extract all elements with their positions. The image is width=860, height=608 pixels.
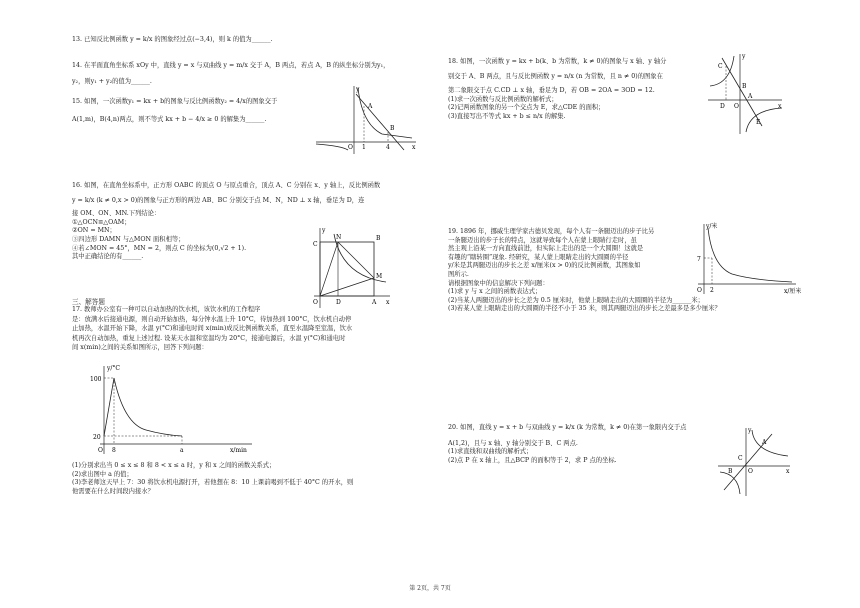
q16-line-8: 其中正确结论的有______. — [72, 253, 144, 261]
question-13 — [72, 36, 273, 45]
fig18-label-C: C — [718, 63, 723, 70]
fig18-hyperbola-right — [746, 108, 782, 132]
fig16-label-y: y — [322, 227, 326, 234]
q18-line-5: (2)记两函数图象的另一个交点为 E，求△CDE 的面积； — [448, 104, 605, 112]
question-17 — [72, 306, 352, 353]
q16-line-7: ④若∠MON = 45°，MN = 2，则点 C 的坐标为(0,√2 + 1). — [72, 244, 247, 252]
fig20-label-x: x — [786, 468, 790, 475]
fig17-label-8: 8 — [112, 447, 116, 454]
fig20-hyperbola-right — [752, 430, 788, 456]
fig15-label-O: O — [348, 144, 353, 151]
q17-line-1: 17. 教师办公室有一种可以自动加热的饮水机，该饮水机的工作程序 — [72, 306, 261, 313]
figure-16 — [306, 226, 392, 310]
q19-line-3: 然主观上沿某一方向直线前进，但实际上走出的是一个大圆圈！这就是 — [448, 245, 644, 253]
fig18-line — [722, 58, 762, 126]
fig16-label-x: x — [386, 299, 390, 306]
fig15-line — [356, 94, 404, 150]
fig16-label-N: N — [336, 234, 342, 241]
question-19 — [448, 228, 721, 314]
q19-line-6: 图所示. — [448, 270, 469, 278]
fig18-label-y: y — [742, 53, 746, 60]
q16-line-5: ②ON = MN； — [72, 227, 116, 235]
q18-line-2: 别交于 A、B 两点，且与反比例函数 y = n/x (n 为常数，且 n ≠ 0)的图象在 — [448, 72, 663, 80]
q20-line-3: (1)求直线和双曲线的解析式； — [448, 448, 533, 456]
q18-line-6: (3)直接写出不等式 kx + b ≤ n/x 的解集. — [448, 112, 566, 120]
fig20-label-C: C — [738, 455, 743, 462]
q17-part-3: (3)李老师这天早上 7：30 将饮水机电源打开，若他想在 8：10 上课前喝到不低于 40°C 的开水，则 — [72, 479, 354, 487]
q15-line-1: 15. 如图，一次函数y₁ = kx + b的图象与反比例函数y₂ = 4/x的图象交于 — [72, 98, 278, 105]
fig16-ON — [320, 242, 338, 296]
q13-line: 13. 已知反比例函数 y = k/x 的图象经过点(−3,4)，则 k 的值为______. — [72, 36, 273, 43]
question-17-parts — [72, 462, 353, 496]
page-footer: 第 2页，共 7页 — [409, 585, 451, 592]
q19-line-5: y/米是其两腿迈出的步长之差 x/厘米(x > 0)的反比例函数，其图象如 — [448, 262, 641, 270]
fig15-label-x: x — [412, 144, 416, 151]
q19-line-9: (2)当某人两腿迈出的步长之差为 0.5 厘米时，他蒙上眼睛走出的大圆圈的半径为______米； — [448, 296, 704, 304]
q16-line-1: 16. 如图，在直角坐标系中，正方形 OABC 的顶点 O 与原点重合，顶点 A、C 分别在 x、y 轴上，反比例函数 — [72, 182, 381, 189]
fig15-label-B: B — [390, 125, 395, 132]
question-14 — [72, 62, 389, 86]
q17-line-5: 间 x(min)之间的关系如图所示，回答下列问题： — [72, 344, 208, 352]
question-15 — [72, 98, 277, 124]
fig19-curve — [708, 228, 792, 282]
fig17-cooling-curve — [114, 378, 182, 436]
fig17-label-x: x/min — [230, 447, 247, 454]
q14-line-1: 14. 在平面直角坐标系 xOy 中，直线 y = x 与双曲线 y = m/x 交于 A，B 两点，若点 A，B 的纵坐标分别为y₁， — [72, 62, 390, 69]
q19-line-1: 19. 1896 年，挪威生理学家古德贝发现，每个人有一条腿迈出的步子比另 — [448, 228, 655, 235]
q20-line-4: (2)点 P 在 x 轴上，且△BCP 的面积等于 2，求 P 点的坐标. — [448, 456, 617, 464]
fig20-label-A: A — [762, 439, 767, 446]
q17-line-4: 机再次自动加热，重复上述过程. 设某天水温和室温均为 20°C，接通电源后，水温 y(°C)和通电时 — [72, 334, 346, 342]
fig20-label-B: B — [728, 468, 733, 475]
q17-part-1: (1)分别求出当 0 ≤ x ≤ 8 和 8 < x ≤ a 时，y 和 x 之间的函数关系式； — [72, 462, 276, 469]
q20-line-2: A(1,2)，且与 x 轴、y 轴分别交于 B、C 两点. — [448, 439, 578, 447]
fig16-square — [320, 242, 374, 296]
fig18-label-B: B — [742, 83, 747, 90]
fig18-label-D: D — [720, 103, 725, 110]
figure-17 — [86, 364, 256, 460]
q16-line-6: ③四边形 DAMN 与△MON 面积相等； — [72, 235, 185, 243]
figure-20 — [716, 426, 792, 498]
q19-line-2: 一条腿迈出的步子长的特点，这就导致每个人在蒙上眼睛行走时，虽 — [448, 236, 637, 244]
fig15-label-A: A — [368, 103, 373, 110]
fig18-label-x: x — [778, 103, 782, 110]
q16-line-4: ①△OCN≌△OAM； — [72, 218, 131, 226]
fig17-heating-line — [104, 378, 114, 436]
q19-line-10: (3)若某人蒙上眼睛走出的大圆圈的半径不小于 35 米，则其两腿迈出的步长之差最多是多少厘米？ — [448, 305, 721, 313]
q19-line-7: 请根据图象中的信息解决下列问题： — [448, 279, 549, 287]
fig18-label-E: E — [756, 119, 761, 126]
fig16-MN — [338, 242, 374, 278]
fig16-label-B: B — [376, 235, 381, 242]
fig19-label-2: 2 — [710, 287, 714, 294]
fig18-label-O: O — [734, 103, 739, 110]
q15-line-2: A(1,m)，B(4,n)两点，则不等式 kx + b − 4/x ≥ 0 的解集为______. — [72, 115, 267, 123]
fig20-label-O: O — [748, 468, 753, 475]
question-20 — [448, 424, 686, 465]
q18-line-4: (1)求一次函数与反比例函数的解析式； — [448, 95, 558, 103]
fig19-label-y: y/米 — [706, 223, 718, 230]
fig15-hyperbola-left — [316, 144, 348, 150]
question-18 — [448, 58, 666, 122]
figure-15 — [312, 84, 420, 156]
fig16-label-A: A — [372, 299, 377, 306]
fig16-label-D: D — [336, 299, 341, 306]
q19-line-4: 有趣的“瞎转圈”现象. 经研究，某人蒙上眼睛走出的大圆圈的半径 — [448, 253, 629, 261]
section-heading: 三、解答题 — [72, 298, 105, 306]
fig15-label-y: y — [356, 86, 360, 93]
fig17-label-a: a — [180, 447, 184, 454]
fig20-label-y: y — [748, 427, 752, 434]
fig18-label-A: A — [748, 93, 753, 100]
q16-line-3: 接 OM、ON、MN.下列结论： — [72, 210, 161, 218]
fig17-label-O: O — [98, 447, 103, 454]
fig18-hyperbola-left — [710, 56, 734, 86]
fig15-label-4: 4 — [386, 144, 390, 151]
q17-line-2: 是：放满水后接通电源，则自动开始加热，每分钟水温上升 10°C，待加热到 100°C，饮水机自动停 — [72, 315, 352, 323]
fig15-hyperbola-right — [358, 88, 412, 138]
q20-line-1: 20. 如图，直线 y = x + b 与双曲线 y = k/x (k 为常数，k ≠ 0)在第一象限内交于点 — [448, 424, 687, 431]
figure-19 — [692, 222, 812, 298]
figure-18 — [706, 52, 784, 136]
fig19-label-O: O — [697, 287, 702, 294]
fig17-label-20: 20 — [93, 434, 101, 441]
q17-line-3: 止加热，水温开始下降，水温 y(°C)和通电时间 x(min)成反比例函数关系，直至水温降至室温，饮水 — [72, 325, 353, 333]
fig17-label-y: y/°C — [107, 365, 121, 372]
fig19-label-7: 7 — [697, 256, 701, 263]
q18-line-1: 18. 如图，一次函数 y = kx + b(k、b 为常数，k ≠ 0)的图象与 x 轴、y 轴分 — [448, 58, 667, 65]
fig16-label-M: M — [376, 273, 383, 280]
q17-part-4: 他需要在什么时间段内接水？ — [72, 487, 154, 495]
q18-line-3: 第二象限交于点 C.CD ⊥ x 轴，垂足为 D，若 OB = 2OA = 3OD = 12. — [448, 87, 655, 95]
fig16-label-O: O — [313, 299, 318, 306]
fig17-label-100: 100 — [90, 376, 102, 383]
q17-part-2: (2)求出图中 a 的值； — [72, 470, 133, 478]
fig19-label-x: x/厘米 — [784, 288, 802, 295]
fig16-label-C: C — [313, 241, 318, 248]
fig16-OM — [320, 278, 374, 296]
q14-line-2: y₂，则y₁ + y₂的值为______. — [72, 77, 152, 85]
fig15-label-1: 1 — [362, 144, 366, 151]
q16-line-2: y = k/x (k ≠ 0,x > 0)的图象与正方形的两边 AB、BC 分别交于点 M、N，ND ⊥ x 轴，垂足为 D，连 — [72, 196, 365, 204]
q19-line-8: (1)求 y 与 x 之间的函数表达式； — [448, 288, 542, 296]
